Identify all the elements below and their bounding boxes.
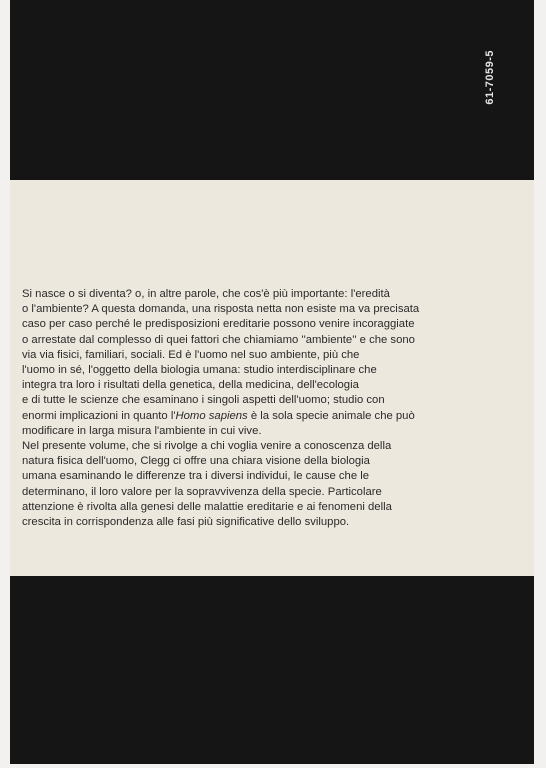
text-segment: è la sola specie animale che può <box>247 409 415 422</box>
back-cover-blurb <box>22 287 524 530</box>
text-line: determinano, il loro valore per la sopravvivenza della specie. Particolare <box>22 485 382 498</box>
text-line: crescita in corrispondenza alle fasi più significative dello sviluppo. <box>22 516 350 529</box>
text-line: umana esaminando le differenze tra i diversi individui, le cause che le <box>22 470 370 483</box>
text-line: l'uomo in sé, l'oggetto della biologia umana: studio interdisciplinare che <box>22 364 377 377</box>
text-line: caso per caso perché le predisposizioni ereditarie possono venire incoraggiate <box>22 318 415 331</box>
spine-code: 61-7059-5 <box>484 50 496 105</box>
text-line: attenzione è rivolta alla genesi delle malattie ereditarie e ai fenomeni della <box>22 500 392 513</box>
text-line: Si nasce o si diventa? o, in altre parole, che cos'è più importante: l'eredità <box>22 288 390 300</box>
text-line: via via fisici, familiari, sociali. Ed è l'uomo nel suo ambiente, più che <box>22 348 360 361</box>
text-line: integra tra loro i risultati della genetica, della medicina, dell'ecologia <box>22 379 359 392</box>
text-line: o arrestate dal complesso di quei fattori che chiamiamo ''ambiente'' e che sono <box>22 333 415 346</box>
text-line: e di tutte le scienze che esaminano i singoli aspetti dell'uomo; studio con <box>22 394 385 407</box>
blurb-paragraph-1 <box>22 287 524 439</box>
text-line: o l'ambiente? A questa domanda, una risposta netta non esiste ma va precisata <box>22 303 420 316</box>
text-line <box>22 409 524 424</box>
text-line: natura fisica dell'uomo, Clegg ci offre una chiara visione della biologia <box>22 455 370 468</box>
text-line: Nel presente volume, che si rivolge a chi voglia venire a conoscenza della <box>22 440 392 453</box>
blurb-paragraph-2 <box>22 439 524 530</box>
text-line: modificare in larga misura l'ambiente in cui vive. <box>22 424 262 437</box>
species-name-italic: Homo sapiens <box>175 409 248 422</box>
text-segment: enormi implicazioni in quanto l' <box>22 409 176 422</box>
